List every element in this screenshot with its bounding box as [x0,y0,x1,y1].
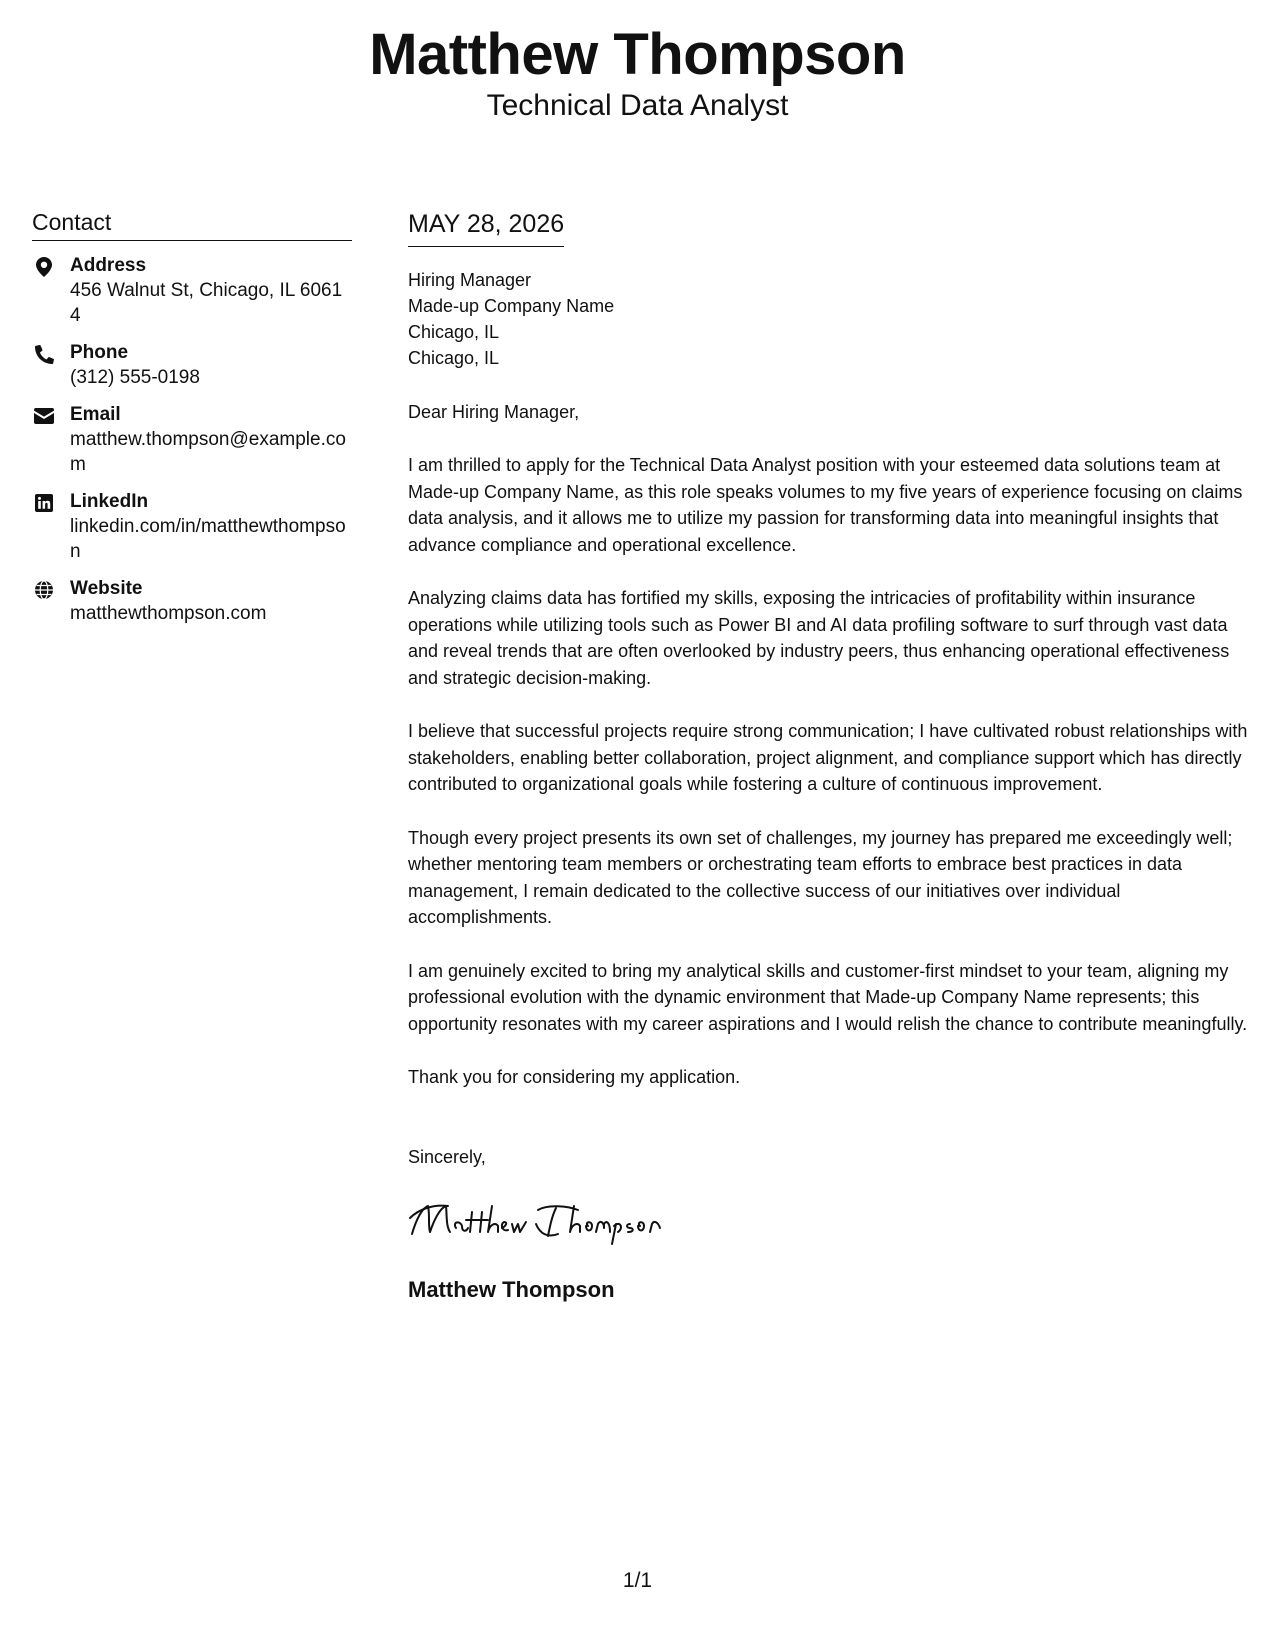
map-pin-icon [32,255,56,279]
body-paragraph: Thank you for considering my application. [408,1067,741,1087]
body-paragraph: Analyzing claims data has fortified my skills, exposing the intricacies of profitability within insurance operations while utilizing tools such as Power BI and AI data profiling software to surf through vast data and reveal trends that are often overlooked by industry peers, thus enhancing operational effectiveness and strategic decision-making. [408,588,1230,688]
body-paragraph: I believe that successful projects require strong communication; I have cultivated robust relationships with stakeholders, enabling better collaboration, project alignment, and compliance support which has directly contributed to organizational goals while fostering a culture of continuous improvement. [408,721,1248,794]
contact-list [32,253,352,626]
email-value: matthew.thompson@example.com [70,429,346,475]
envelope-icon [32,404,56,428]
phone-icon [32,342,56,366]
handwritten-signature [408,1198,668,1246]
phone-label: Phone [70,342,129,363]
recipient-line: Chicago, IL [408,322,500,342]
closing: Sincerely, [408,1146,486,1167]
email-label: Email [70,404,121,425]
letter-body [408,208,1253,1304]
recipient-line: Chicago, IL [408,348,500,368]
globe-icon [32,578,56,602]
recipient-line: Hiring Manager [408,270,532,290]
body-paragraph: I am thrilled to apply for the Technical Data Analyst position with your esteemed data solutions team at Made-up Company Name, as this role speaks volumes to my five years of experience focusing on claims data analysis, and it allows me to utilize my passion for transforming data into meaningful insights that advance compliance and operational excellence. [408,455,1243,555]
salutation: Dear Hiring Manager, [408,402,580,422]
website-value: matthewthompson.com [70,603,267,624]
address-value: 456 Walnut St, Chicago, IL 60614 [70,280,343,326]
contact-heading: Contact [32,208,352,241]
contact-email [32,402,352,477]
contact-phone [32,340,352,390]
body-paragraph: Though every project presents its own set of challenges, my journey has prepared me exceedingly well; whether mentoring team members or orchestrating team efforts to embrace best practices in data management, I remain dedicated to the collective success of our initiatives over individual accomplishments. [408,827,1233,927]
recipient-line: Made-up Company Name [408,296,615,316]
contact-website [32,576,352,626]
linkedin-value: linkedin.com/in/matthewthompson [70,516,346,562]
phone-value: (312) 555-0198 [70,367,200,388]
body-paragraph: I am genuinely excited to bring my analytical skills and customer-first mindset to your team, aligning my professional evolution with the dynamic environment that Made-up Company Name represents; this opportunity resonates with my career aspirations and I would relish the chance to contribute meaningfully. [408,960,1248,1034]
recipient-block [408,267,1253,371]
letter-header [0,22,1275,124]
contact-address [32,253,352,328]
linkedin-icon [32,491,56,515]
website-label: Website [70,578,143,599]
letter-date: MAY 28, 2026 [408,208,564,247]
job-title: Technical Data Analyst [486,89,789,122]
contact-sidebar [32,208,352,638]
signer-name: Matthew Thompson [408,1276,615,1302]
address-label: Address [70,255,147,276]
contact-linkedin [32,489,352,564]
linkedin-label: LinkedIn [70,491,149,512]
page-number: 1/1 [622,1569,653,1592]
applicant-name: Matthew Thompson [369,22,906,87]
